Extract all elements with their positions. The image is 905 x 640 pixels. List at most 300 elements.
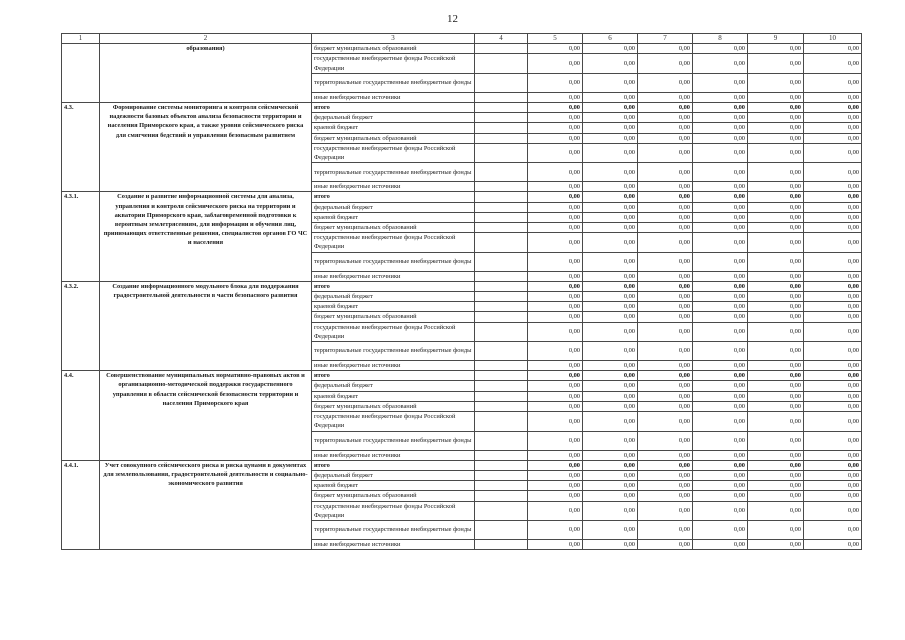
value-cell: 0,00 bbox=[693, 391, 748, 401]
empty-cell bbox=[475, 163, 528, 182]
value-cell: 0,00 bbox=[638, 103, 693, 113]
funding-source: территориальные государственные внебюджетные фонды bbox=[312, 252, 475, 271]
empty-cell bbox=[475, 233, 528, 252]
empty-cell bbox=[475, 470, 528, 480]
value-cell: 0,00 bbox=[638, 371, 693, 381]
value-cell: 0,00 bbox=[583, 163, 638, 182]
value-cell: 0,00 bbox=[583, 192, 638, 202]
value-cell: 0,00 bbox=[693, 312, 748, 322]
value-cell: 0,00 bbox=[638, 223, 693, 233]
value-cell: 0,00 bbox=[583, 539, 638, 549]
empty-cell bbox=[475, 491, 528, 501]
value-cell: 0,00 bbox=[638, 481, 693, 491]
value-cell: 0,00 bbox=[693, 361, 748, 371]
column-number-2: 2 bbox=[100, 34, 312, 44]
funding-source: иные внебюджетные источники bbox=[312, 361, 475, 371]
value-cell: 0,00 bbox=[583, 371, 638, 381]
item-number: 4.4. bbox=[62, 371, 100, 460]
value-cell: 0,00 bbox=[693, 470, 748, 480]
value-cell: 0,00 bbox=[528, 381, 583, 391]
value-cell: 0,00 bbox=[693, 322, 748, 341]
empty-cell bbox=[475, 539, 528, 549]
value-cell: 0,00 bbox=[748, 233, 804, 252]
value-cell: 0,00 bbox=[638, 401, 693, 411]
empty-cell bbox=[475, 281, 528, 291]
value-cell: 0,00 bbox=[804, 342, 862, 361]
column-number-1: 1 bbox=[62, 34, 100, 44]
item-number: 4.3.1. bbox=[62, 192, 100, 281]
item-name: Формирование системы мониторинга и контроля сейсмической надежности базовых объектов анализа безопасности территории и населения Приморского края, а также уровня сейсмического риска для смягчения бедствий и управления безопасным развитием bbox=[100, 103, 312, 192]
funding-source: территориальные государственные внебюджетные фонды bbox=[312, 73, 475, 92]
value-cell: 0,00 bbox=[638, 381, 693, 391]
value-cell: 0,00 bbox=[638, 312, 693, 322]
value-cell: 0,00 bbox=[638, 182, 693, 192]
value-cell: 0,00 bbox=[528, 371, 583, 381]
value-cell: 0,00 bbox=[583, 412, 638, 431]
value-cell: 0,00 bbox=[804, 460, 862, 470]
empty-cell bbox=[475, 202, 528, 212]
value-cell: 0,00 bbox=[528, 281, 583, 291]
value-cell: 0,00 bbox=[528, 401, 583, 411]
value-cell: 0,00 bbox=[748, 123, 804, 133]
funding-source: иные внебюджетные источники bbox=[312, 539, 475, 549]
value-cell: 0,00 bbox=[804, 371, 862, 381]
value-cell: 0,00 bbox=[804, 481, 862, 491]
empty-cell bbox=[475, 103, 528, 113]
value-cell: 0,00 bbox=[804, 223, 862, 233]
funding-source: бюджет муниципальных образований bbox=[312, 44, 475, 54]
value-cell: 0,00 bbox=[693, 143, 748, 162]
value-cell: 0,00 bbox=[693, 481, 748, 491]
value-cell: 0,00 bbox=[528, 133, 583, 143]
value-cell: 0,00 bbox=[583, 481, 638, 491]
value-cell: 0,00 bbox=[528, 223, 583, 233]
value-cell: 0,00 bbox=[693, 281, 748, 291]
value-cell: 0,00 bbox=[583, 212, 638, 222]
funding-source: государственные внебюджетные фонды Российской Федерации bbox=[312, 412, 475, 431]
empty-cell bbox=[475, 252, 528, 271]
value-cell: 0,00 bbox=[528, 113, 583, 123]
value-cell: 0,00 bbox=[528, 252, 583, 271]
value-cell: 0,00 bbox=[748, 470, 804, 480]
empty-cell bbox=[475, 123, 528, 133]
funding-source: краевой бюджет bbox=[312, 481, 475, 491]
value-cell: 0,00 bbox=[583, 223, 638, 233]
value-cell: 0,00 bbox=[583, 302, 638, 312]
value-cell: 0,00 bbox=[804, 292, 862, 302]
value-cell: 0,00 bbox=[804, 381, 862, 391]
value-cell: 0,00 bbox=[528, 302, 583, 312]
empty-cell bbox=[475, 302, 528, 312]
empty-cell bbox=[475, 271, 528, 281]
value-cell: 0,00 bbox=[528, 312, 583, 322]
funding-source: территориальные государственные внебюджетные фонды bbox=[312, 520, 475, 539]
value-cell: 0,00 bbox=[583, 450, 638, 460]
value-cell: 0,00 bbox=[693, 133, 748, 143]
value-cell: 0,00 bbox=[804, 281, 862, 291]
value-cell: 0,00 bbox=[748, 401, 804, 411]
value-cell: 0,00 bbox=[583, 113, 638, 123]
value-cell: 0,00 bbox=[583, 501, 638, 520]
value-cell: 0,00 bbox=[804, 391, 862, 401]
value-cell: 0,00 bbox=[804, 233, 862, 252]
value-cell: 0,00 bbox=[804, 431, 862, 450]
value-cell: 0,00 bbox=[638, 252, 693, 271]
value-cell: 0,00 bbox=[748, 212, 804, 222]
empty-cell bbox=[475, 292, 528, 302]
value-cell: 0,00 bbox=[583, 233, 638, 252]
value-cell: 0,00 bbox=[528, 361, 583, 371]
value-cell: 0,00 bbox=[804, 312, 862, 322]
empty-cell bbox=[475, 133, 528, 143]
value-cell: 0,00 bbox=[528, 123, 583, 133]
value-cell: 0,00 bbox=[693, 123, 748, 133]
funding-source: итого bbox=[312, 103, 475, 113]
value-cell: 0,00 bbox=[804, 92, 862, 102]
value-cell: 0,00 bbox=[638, 202, 693, 212]
value-cell: 0,00 bbox=[804, 143, 862, 162]
value-cell: 0,00 bbox=[804, 113, 862, 123]
item-number: 4.4.1. bbox=[62, 460, 100, 549]
value-cell: 0,00 bbox=[583, 431, 638, 450]
table-row bbox=[62, 281, 862, 291]
value-cell: 0,00 bbox=[693, 450, 748, 460]
value-cell: 0,00 bbox=[804, 501, 862, 520]
value-cell: 0,00 bbox=[638, 123, 693, 133]
empty-cell bbox=[475, 212, 528, 222]
item-number: 4.3.2. bbox=[62, 281, 100, 370]
value-cell: 0,00 bbox=[638, 212, 693, 222]
value-cell: 0,00 bbox=[693, 44, 748, 54]
value-cell: 0,00 bbox=[804, 322, 862, 341]
value-cell: 0,00 bbox=[748, 271, 804, 281]
value-cell: 0,00 bbox=[804, 271, 862, 281]
value-cell: 0,00 bbox=[693, 271, 748, 281]
value-cell: 0,00 bbox=[748, 281, 804, 291]
value-cell: 0,00 bbox=[528, 501, 583, 520]
empty-cell bbox=[475, 450, 528, 460]
value-cell: 0,00 bbox=[528, 481, 583, 491]
value-cell: 0,00 bbox=[583, 381, 638, 391]
value-cell: 0,00 bbox=[693, 520, 748, 539]
value-cell: 0,00 bbox=[583, 391, 638, 401]
value-cell: 0,00 bbox=[804, 44, 862, 54]
value-cell: 0,00 bbox=[638, 192, 693, 202]
funding-source: территориальные государственные внебюджетные фонды bbox=[312, 342, 475, 361]
value-cell: 0,00 bbox=[748, 182, 804, 192]
value-cell: 0,00 bbox=[693, 381, 748, 391]
value-cell: 0,00 bbox=[638, 491, 693, 501]
column-number-row bbox=[62, 34, 862, 44]
funding-source: государственные внебюджетные фонды Российской Федерации bbox=[312, 143, 475, 162]
value-cell: 0,00 bbox=[638, 361, 693, 371]
value-cell: 0,00 bbox=[583, 103, 638, 113]
value-cell: 0,00 bbox=[693, 73, 748, 92]
value-cell: 0,00 bbox=[693, 212, 748, 222]
value-cell: 0,00 bbox=[638, 292, 693, 302]
value-cell: 0,00 bbox=[583, 54, 638, 73]
value-cell: 0,00 bbox=[693, 412, 748, 431]
value-cell: 0,00 bbox=[638, 133, 693, 143]
value-cell: 0,00 bbox=[638, 391, 693, 401]
value-cell: 0,00 bbox=[528, 520, 583, 539]
value-cell: 0,00 bbox=[748, 302, 804, 312]
value-cell: 0,00 bbox=[748, 520, 804, 539]
column-number-9: 9 bbox=[748, 34, 804, 44]
empty-cell bbox=[475, 143, 528, 162]
empty-cell bbox=[475, 342, 528, 361]
value-cell: 0,00 bbox=[638, 470, 693, 480]
value-cell: 0,00 bbox=[804, 182, 862, 192]
value-cell: 0,00 bbox=[804, 73, 862, 92]
value-cell: 0,00 bbox=[748, 431, 804, 450]
value-cell: 0,00 bbox=[638, 54, 693, 73]
funding-source: краевой бюджет bbox=[312, 302, 475, 312]
empty-cell bbox=[475, 431, 528, 450]
value-cell: 0,00 bbox=[748, 381, 804, 391]
value-cell: 0,00 bbox=[693, 233, 748, 252]
value-cell: 0,00 bbox=[693, 223, 748, 233]
value-cell: 0,00 bbox=[638, 412, 693, 431]
value-cell: 0,00 bbox=[693, 252, 748, 271]
empty-cell bbox=[475, 412, 528, 431]
value-cell: 0,00 bbox=[693, 163, 748, 182]
empty-cell bbox=[475, 371, 528, 381]
funding-source: федеральный бюджет bbox=[312, 202, 475, 212]
item-name: Создание информационного модульного блока для поддержания градостроительной деятельности в части безопасного развития bbox=[100, 281, 312, 370]
value-cell: 0,00 bbox=[638, 460, 693, 470]
value-cell: 0,00 bbox=[638, 281, 693, 291]
item-number bbox=[62, 44, 100, 103]
funding-source: краевой бюджет bbox=[312, 391, 475, 401]
empty-cell bbox=[475, 192, 528, 202]
item-number: 4.3. bbox=[62, 103, 100, 192]
funding-source: государственные внебюджетные фонды Российской Федерации bbox=[312, 233, 475, 252]
value-cell: 0,00 bbox=[748, 539, 804, 549]
budget-table bbox=[61, 33, 862, 550]
value-cell: 0,00 bbox=[528, 233, 583, 252]
funding-source: государственные внебюджетные фонды Российской Федерации bbox=[312, 54, 475, 73]
funding-source: бюджет муниципальных образований bbox=[312, 401, 475, 411]
value-cell: 0,00 bbox=[583, 92, 638, 102]
value-cell: 0,00 bbox=[583, 182, 638, 192]
value-cell: 0,00 bbox=[804, 401, 862, 411]
value-cell: 0,00 bbox=[693, 103, 748, 113]
value-cell: 0,00 bbox=[583, 252, 638, 271]
funding-source: бюджет муниципальных образований bbox=[312, 312, 475, 322]
funding-source: итого bbox=[312, 192, 475, 202]
value-cell: 0,00 bbox=[748, 44, 804, 54]
value-cell: 0,00 bbox=[748, 223, 804, 233]
value-cell: 0,00 bbox=[638, 520, 693, 539]
funding-source: итого bbox=[312, 371, 475, 381]
value-cell: 0,00 bbox=[693, 342, 748, 361]
value-cell: 0,00 bbox=[693, 401, 748, 411]
value-cell: 0,00 bbox=[583, 322, 638, 341]
table-row bbox=[62, 192, 862, 202]
value-cell: 0,00 bbox=[693, 460, 748, 470]
empty-cell bbox=[475, 322, 528, 341]
value-cell: 0,00 bbox=[693, 539, 748, 549]
empty-cell bbox=[475, 381, 528, 391]
funding-source: федеральный бюджет bbox=[312, 381, 475, 391]
funding-source: краевой бюджет bbox=[312, 123, 475, 133]
value-cell: 0,00 bbox=[804, 163, 862, 182]
value-cell: 0,00 bbox=[748, 143, 804, 162]
value-cell: 0,00 bbox=[528, 182, 583, 192]
value-cell: 0,00 bbox=[638, 539, 693, 549]
value-cell: 0,00 bbox=[804, 450, 862, 460]
value-cell: 0,00 bbox=[748, 342, 804, 361]
value-cell: 0,00 bbox=[583, 123, 638, 133]
column-number-6: 6 bbox=[583, 34, 638, 44]
item-name: Создание и развитие информационной системы для анализа, управления и контроля сейсмического риска на территории и акватории Приморского края, заблаговременной подготовки к вероятным землетрясениям, для информации и обучения лиц, принимающих ответственные решения, специалистов органов ГО ЧС и населения bbox=[100, 192, 312, 281]
funding-source: федеральный бюджет bbox=[312, 292, 475, 302]
empty-cell bbox=[475, 223, 528, 233]
value-cell: 0,00 bbox=[528, 431, 583, 450]
value-cell: 0,00 bbox=[528, 391, 583, 401]
value-cell: 0,00 bbox=[528, 322, 583, 341]
funding-source: территориальные государственные внебюджетные фонды bbox=[312, 431, 475, 450]
value-cell: 0,00 bbox=[583, 491, 638, 501]
value-cell: 0,00 bbox=[804, 123, 862, 133]
value-cell: 0,00 bbox=[693, 54, 748, 73]
item-name: Совершенствование муниципальных нормативно-правовых актов и организационно-методической поддержки государственного управления в области сейсмической безопасности территории и населения Приморского края bbox=[100, 371, 312, 460]
value-cell: 0,00 bbox=[528, 450, 583, 460]
value-cell: 0,00 bbox=[804, 54, 862, 73]
value-cell: 0,00 bbox=[638, 431, 693, 450]
value-cell: 0,00 bbox=[748, 450, 804, 460]
value-cell: 0,00 bbox=[748, 371, 804, 381]
value-cell: 0,00 bbox=[748, 163, 804, 182]
empty-cell bbox=[475, 501, 528, 520]
value-cell: 0,00 bbox=[583, 361, 638, 371]
empty-cell bbox=[475, 391, 528, 401]
value-cell: 0,00 bbox=[804, 491, 862, 501]
value-cell: 0,00 bbox=[583, 202, 638, 212]
empty-cell bbox=[475, 520, 528, 539]
funding-source: государственные внебюджетные фонды Российской Федерации bbox=[312, 322, 475, 341]
value-cell: 0,00 bbox=[804, 412, 862, 431]
value-cell: 0,00 bbox=[583, 271, 638, 281]
funding-source: иные внебюджетные источники bbox=[312, 182, 475, 192]
table-row bbox=[62, 44, 862, 54]
value-cell: 0,00 bbox=[804, 470, 862, 480]
page-number: 12 bbox=[447, 13, 458, 25]
value-cell: 0,00 bbox=[748, 412, 804, 431]
funding-source: бюджет муниципальных образований bbox=[312, 133, 475, 143]
column-number-5: 5 bbox=[528, 34, 583, 44]
value-cell: 0,00 bbox=[748, 202, 804, 212]
value-cell: 0,00 bbox=[528, 202, 583, 212]
value-cell: 0,00 bbox=[638, 450, 693, 460]
value-cell: 0,00 bbox=[748, 481, 804, 491]
empty-cell bbox=[475, 44, 528, 54]
value-cell: 0,00 bbox=[748, 322, 804, 341]
value-cell: 0,00 bbox=[583, 133, 638, 143]
value-cell: 0,00 bbox=[528, 54, 583, 73]
value-cell: 0,00 bbox=[528, 292, 583, 302]
value-cell: 0,00 bbox=[804, 252, 862, 271]
value-cell: 0,00 bbox=[693, 371, 748, 381]
value-cell: 0,00 bbox=[748, 103, 804, 113]
value-cell: 0,00 bbox=[528, 103, 583, 113]
value-cell: 0,00 bbox=[638, 322, 693, 341]
value-cell: 0,00 bbox=[528, 92, 583, 102]
empty-cell bbox=[475, 92, 528, 102]
funding-source: территориальные государственные внебюджетные фонды bbox=[312, 163, 475, 182]
value-cell: 0,00 bbox=[638, 233, 693, 252]
value-cell: 0,00 bbox=[638, 44, 693, 54]
value-cell: 0,00 bbox=[528, 44, 583, 54]
value-cell: 0,00 bbox=[693, 202, 748, 212]
value-cell: 0,00 bbox=[693, 182, 748, 192]
value-cell: 0,00 bbox=[804, 133, 862, 143]
value-cell: 0,00 bbox=[748, 252, 804, 271]
item-name: Учет совокупного сейсмического риска и риска цунами в документах для землепользования, градостроительной деятельности и социально-экономического развития bbox=[100, 460, 312, 549]
value-cell: 0,00 bbox=[583, 401, 638, 411]
value-cell: 0,00 bbox=[804, 192, 862, 202]
value-cell: 0,00 bbox=[528, 73, 583, 92]
value-cell: 0,00 bbox=[638, 92, 693, 102]
value-cell: 0,00 bbox=[638, 163, 693, 182]
value-cell: 0,00 bbox=[528, 539, 583, 549]
value-cell: 0,00 bbox=[693, 431, 748, 450]
value-cell: 0,00 bbox=[748, 361, 804, 371]
funding-source: иные внебюджетные источники bbox=[312, 450, 475, 460]
value-cell: 0,00 bbox=[693, 192, 748, 202]
empty-cell bbox=[475, 73, 528, 92]
value-cell: 0,00 bbox=[583, 292, 638, 302]
empty-cell bbox=[475, 312, 528, 322]
value-cell: 0,00 bbox=[528, 212, 583, 222]
value-cell: 0,00 bbox=[583, 520, 638, 539]
column-number-10: 10 bbox=[804, 34, 862, 44]
value-cell: 0,00 bbox=[528, 412, 583, 431]
funding-source: иные внебюджетные источники bbox=[312, 92, 475, 102]
value-cell: 0,00 bbox=[528, 271, 583, 281]
value-cell: 0,00 bbox=[583, 73, 638, 92]
value-cell: 0,00 bbox=[583, 460, 638, 470]
value-cell: 0,00 bbox=[583, 44, 638, 54]
value-cell: 0,00 bbox=[528, 491, 583, 501]
empty-cell bbox=[475, 54, 528, 73]
value-cell: 0,00 bbox=[748, 391, 804, 401]
value-cell: 0,00 bbox=[638, 302, 693, 312]
funding-source: итого bbox=[312, 460, 475, 470]
table-row bbox=[62, 460, 862, 470]
value-cell: 0,00 bbox=[748, 54, 804, 73]
value-cell: 0,00 bbox=[748, 312, 804, 322]
value-cell: 0,00 bbox=[748, 460, 804, 470]
value-cell: 0,00 bbox=[748, 292, 804, 302]
empty-cell bbox=[475, 401, 528, 411]
value-cell: 0,00 bbox=[528, 342, 583, 361]
value-cell: 0,00 bbox=[638, 271, 693, 281]
value-cell: 0,00 bbox=[638, 501, 693, 520]
value-cell: 0,00 bbox=[748, 113, 804, 123]
funding-source: федеральный бюджет bbox=[312, 113, 475, 123]
funding-source: бюджет муниципальных образований bbox=[312, 491, 475, 501]
value-cell: 0,00 bbox=[638, 113, 693, 123]
value-cell: 0,00 bbox=[748, 491, 804, 501]
value-cell: 0,00 bbox=[693, 501, 748, 520]
value-cell: 0,00 bbox=[804, 361, 862, 371]
value-cell: 0,00 bbox=[638, 143, 693, 162]
value-cell: 0,00 bbox=[804, 103, 862, 113]
value-cell: 0,00 bbox=[693, 302, 748, 312]
value-cell: 0,00 bbox=[804, 212, 862, 222]
